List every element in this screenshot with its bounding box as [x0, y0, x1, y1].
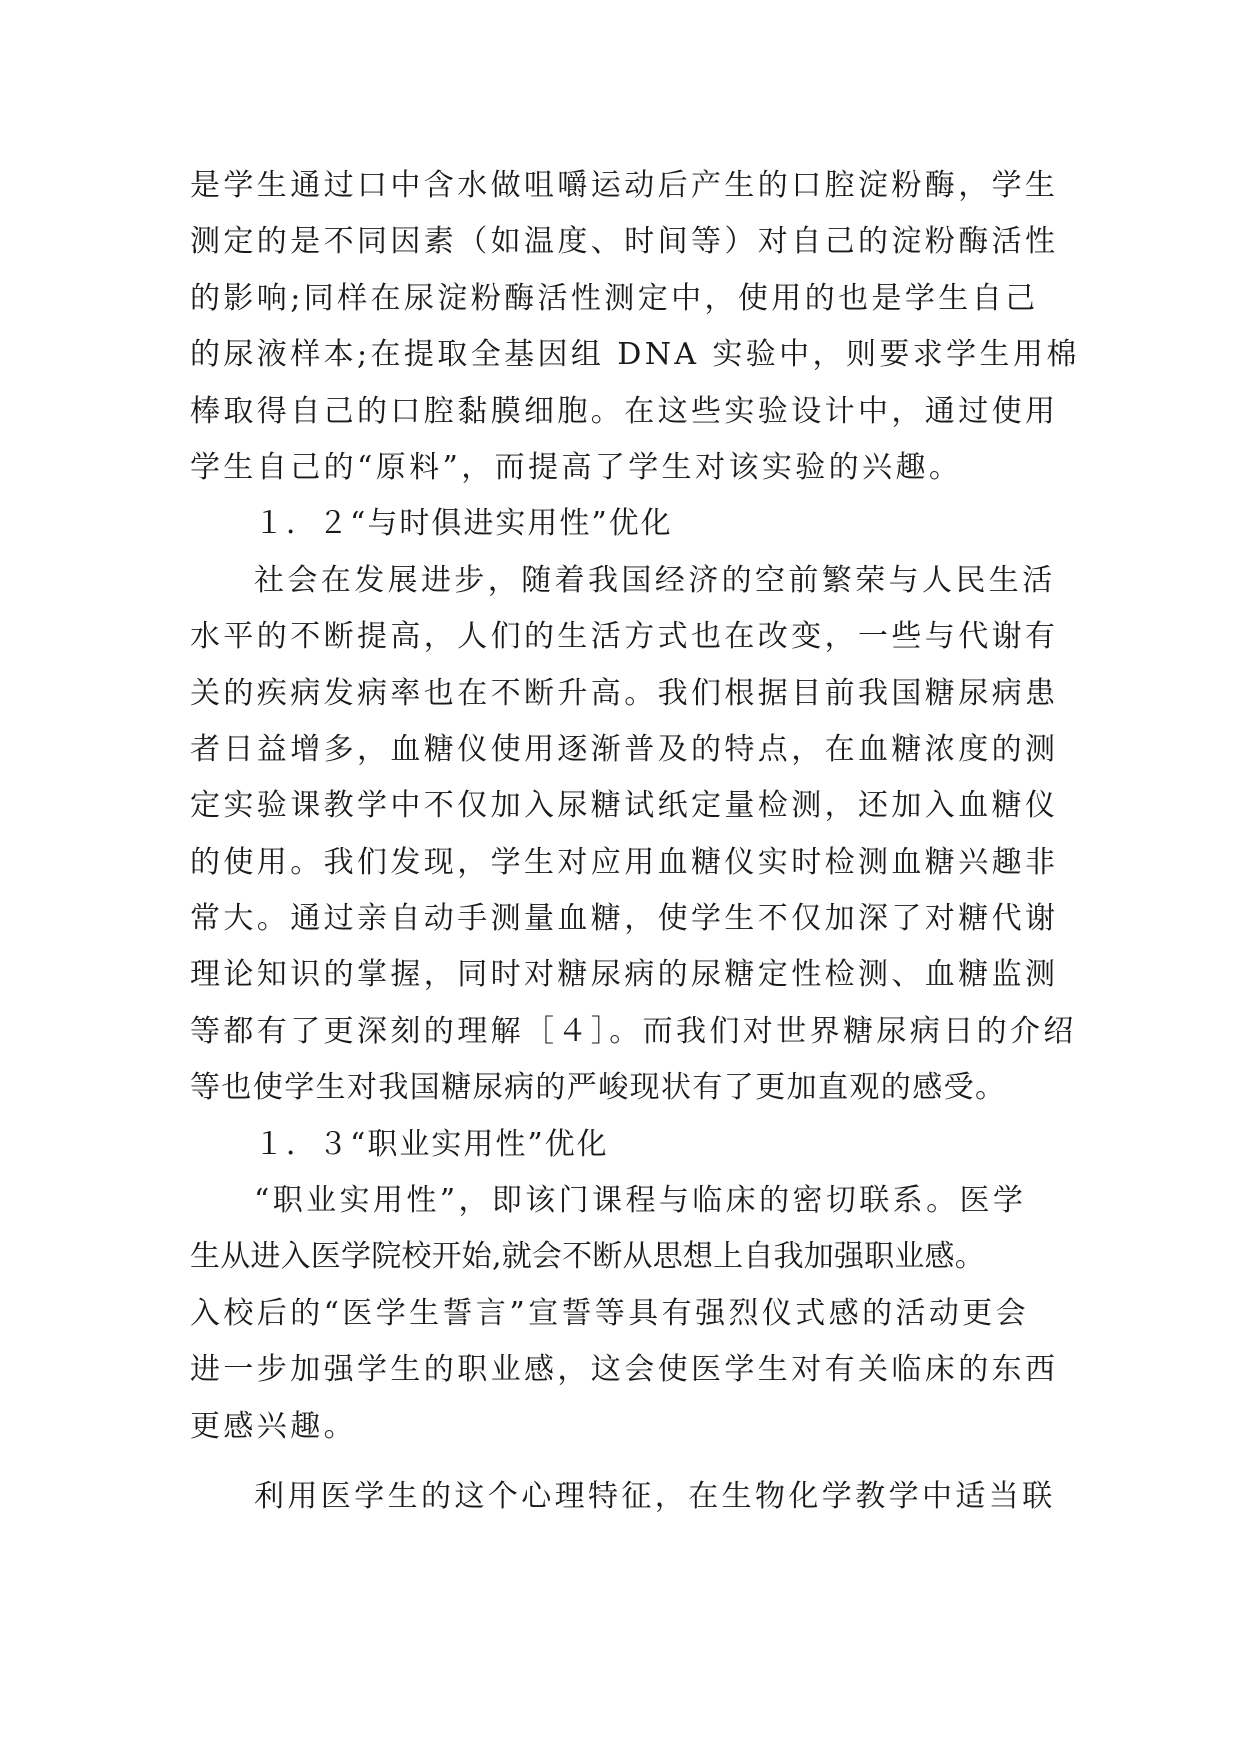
paragraph-line: 等都有了更深刻的理解［４］。而我们对世界糖尿病日的介绍 — [190, 1013, 1077, 1049]
paragraph-line: 测定的是不同因素（如温度、时间等）对自己的淀粉酶活性 — [190, 224, 1059, 260]
paragraph-line: 定实验课教学中不仅加入尿糖试纸定量检测，还加入血糖仪 — [190, 788, 1059, 824]
paragraph-line: 的影响;同样在尿淀粉酶活性测定中，使用的也是学生自己 — [190, 280, 1039, 316]
paragraph-line: 棒取得自己的口腔黏膜细胞。在这些实验设计中，通过使用 — [190, 393, 1059, 429]
paragraph-line: 生从进入医学院校开始,就会不断从思想上自我加强职业感。 — [190, 1239, 985, 1275]
paragraph-line: 利用医学生的这个心理特征，在生物化学教学中适当联 — [254, 1478, 1056, 1514]
paragraph-line: 理论知识的掌握，同时对糖尿病的尿糖定性检测、血糖监测 — [190, 957, 1059, 993]
paragraph-line: 等也使学生对我国糖尿病的严峻现状有了更加直观的感受。 — [190, 1070, 1007, 1106]
section-heading: １．２“与时俱进实用性”优化 — [254, 506, 673, 542]
paragraph-line: 是学生通过口中含水做咀嚼运动后产生的口腔淀粉酶，学生 — [190, 168, 1059, 203]
section-heading: １．３“职业实用性”优化 — [254, 1126, 609, 1162]
paragraph-line: 关的疾病发病率也在不断升高。我们根据目前我国糖尿病患 — [190, 675, 1059, 711]
paragraph-line: 进一步加强学生的职业感，这会使医学生对有关临床的东西 — [190, 1352, 1059, 1388]
body-text — [190, 158, 1080, 1525]
paragraph-line: 的尿液样本;在提取全基因组 DNA 实验中，则要求学生用棉 — [190, 337, 1080, 373]
paragraph-line: 入校后的“医学生誓言”宣誓等具有强烈仪式感的活动更会 — [190, 1295, 1030, 1331]
paragraph-gap — [190, 1455, 1070, 1469]
paragraph-line: 者日益增多，血糖仪使用逐渐普及的特点，在血糖浓度的测 — [190, 731, 1059, 767]
paragraph-line: 常大。通过亲自动手测量血糖，使学生不仅加深了对糖代谢 — [190, 901, 1059, 937]
paragraph-line: 更感兴趣。 — [190, 1408, 357, 1444]
paragraph-line: 社会在发展进步，随着我国经济的空前繁荣与人民生活 — [254, 562, 1056, 598]
paragraph-line: “职业实用性”，即该门课程与临床的密切联系。医学 — [254, 1183, 1027, 1219]
paragraph-line: 水平的不断提高，人们的生活方式也在改变，一些与代谢有 — [190, 619, 1059, 655]
paragraph-line: 学生自己的“原料”，而提高了学生对该实验的兴趣。 — [190, 449, 963, 485]
paragraph-line: 的使用。我们发现，学生对应用血糖仪实时检测血糖兴趣非 — [190, 844, 1059, 880]
